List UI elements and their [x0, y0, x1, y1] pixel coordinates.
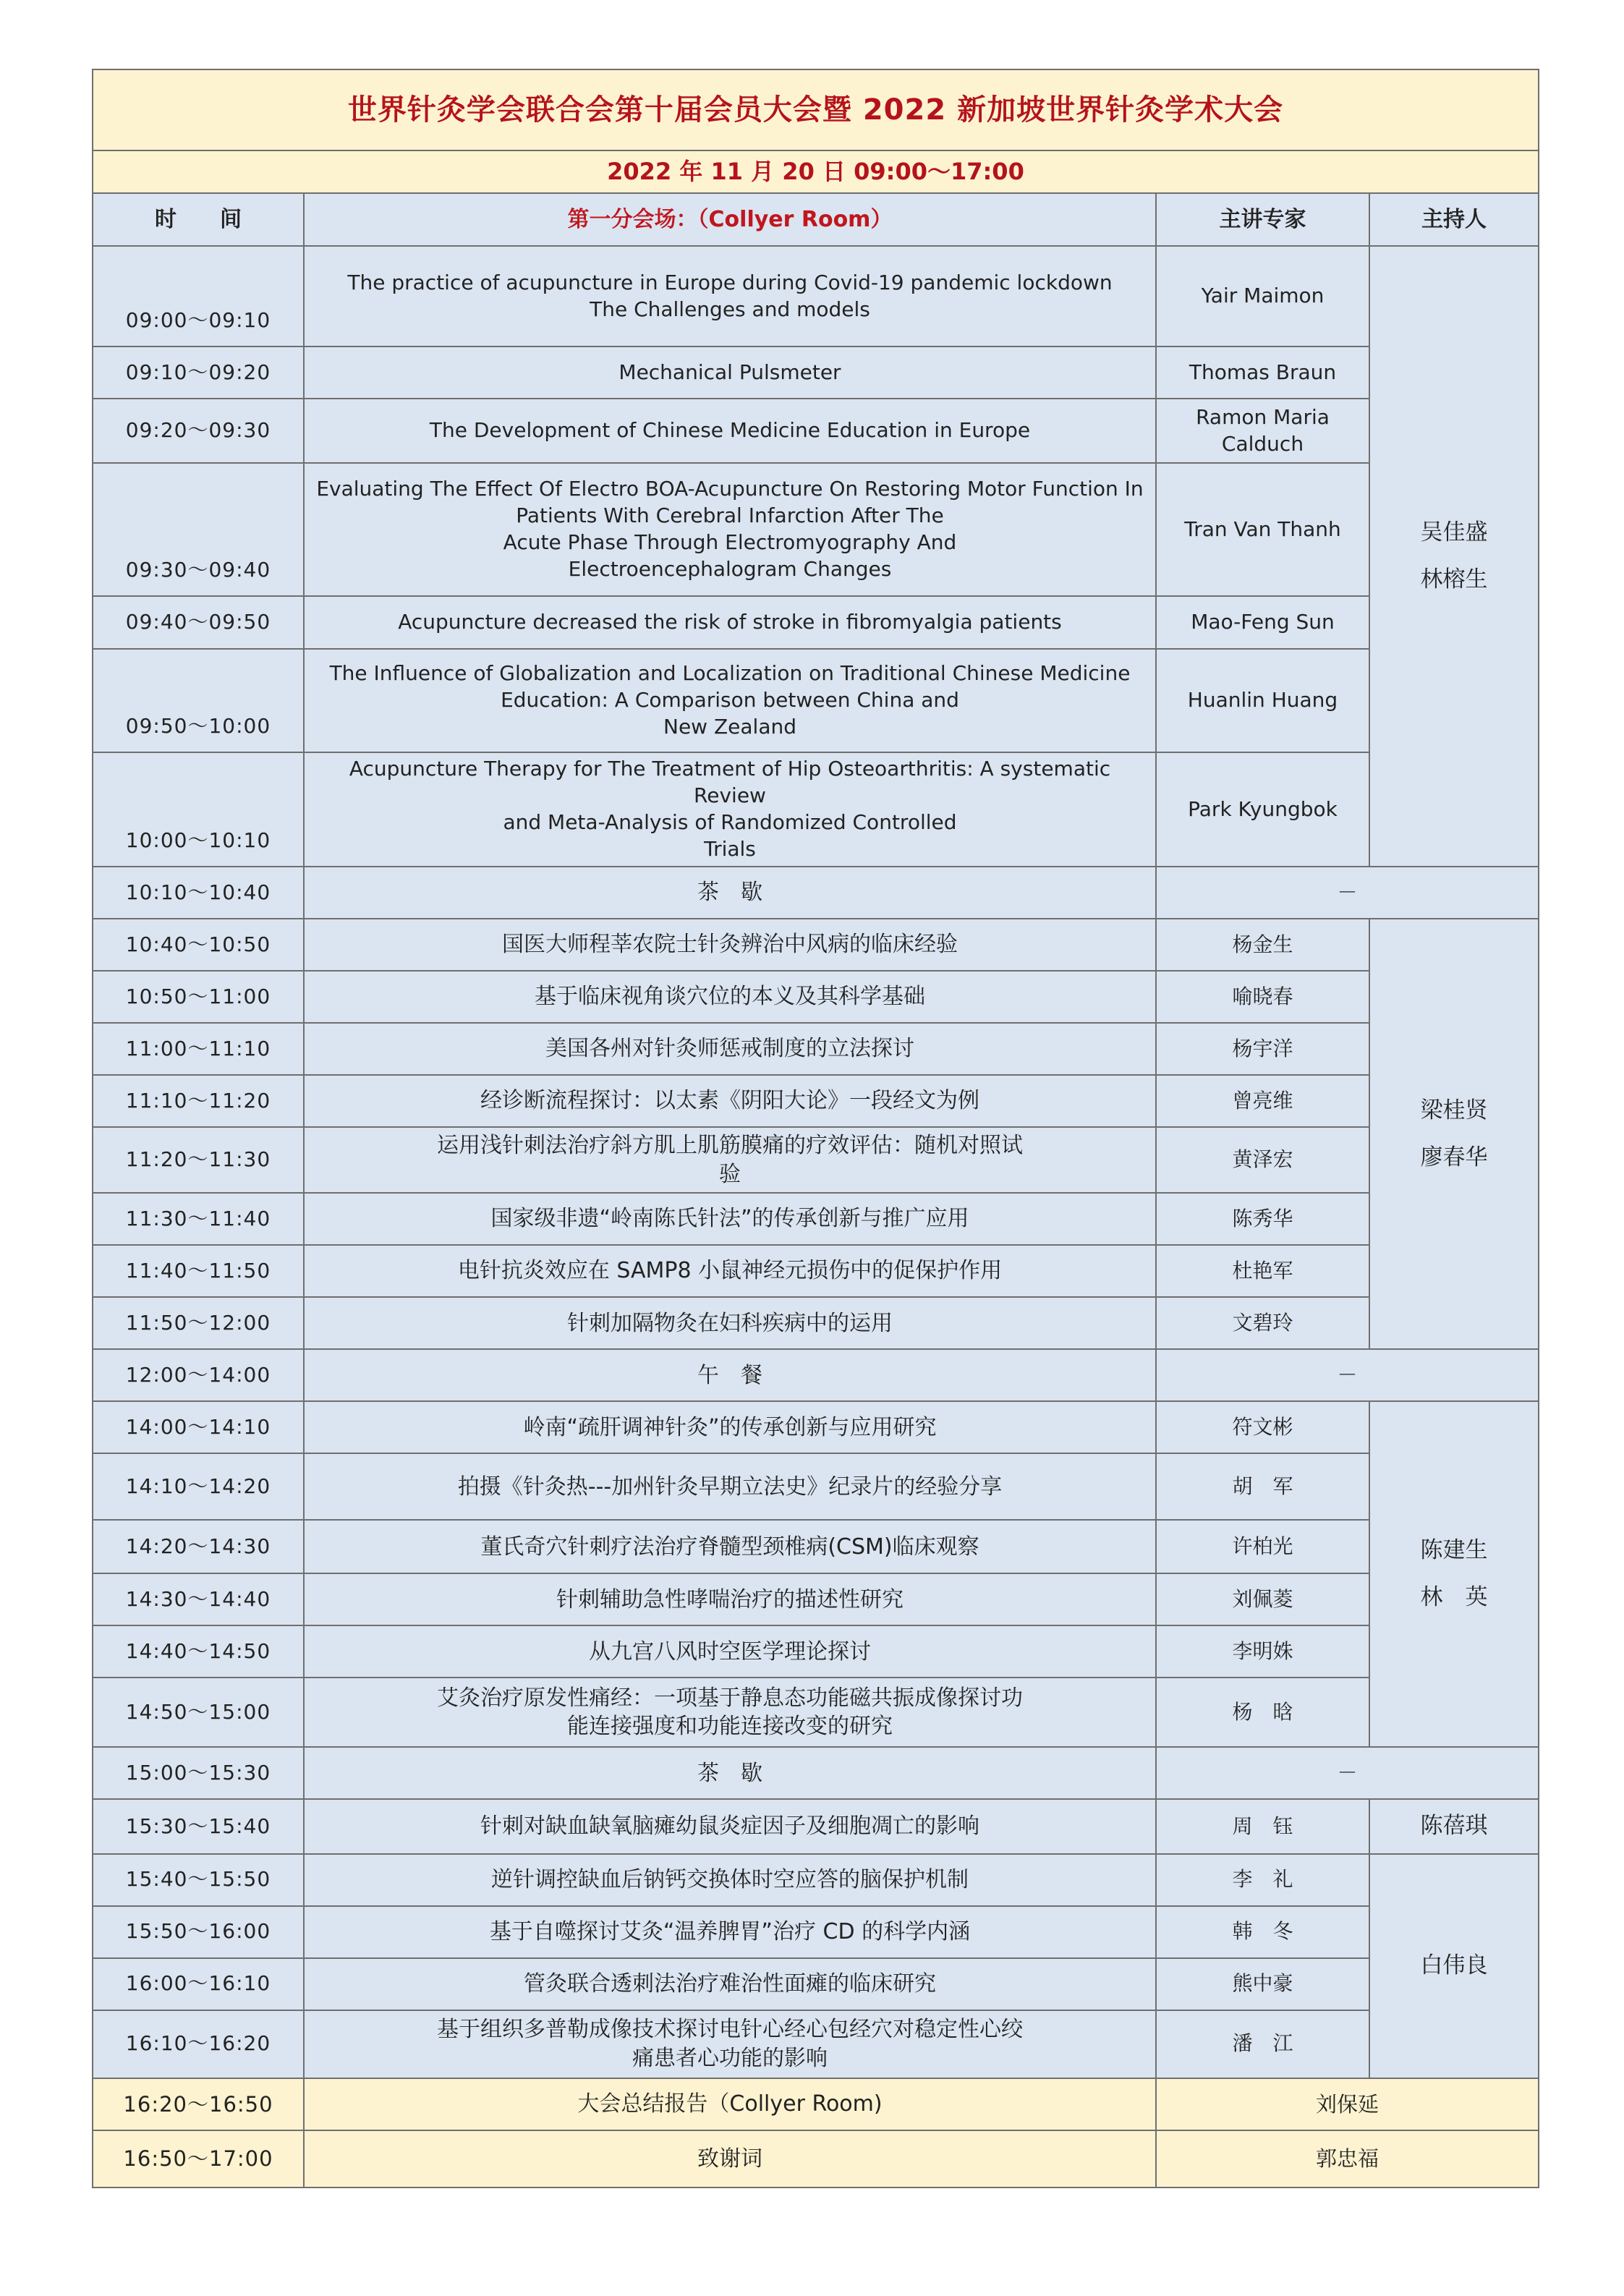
time-cell: 09:20～09:30 [93, 399, 304, 463]
time-cell: 10:10～10:40 [93, 867, 304, 919]
time-cell: 15:50～16:00 [93, 1906, 304, 1958]
host-name: 廖春华 [1420, 1144, 1488, 1170]
topic-line: 美国各州对针灸师惩戒制度的立法探讨 [545, 1036, 914, 1062]
time-cell: 12:00～14:00 [93, 1349, 304, 1401]
speaker-cell: 杨金生 [1156, 919, 1369, 971]
schedule-row [93, 399, 1539, 463]
schedule-row [93, 246, 1539, 346]
topic-line: Education: A Comparison between China and [501, 688, 959, 713]
speaker-cell: 韩 冬 [1156, 1906, 1369, 1958]
topic-line: 痛患者心功能的影响 [632, 2045, 828, 2071]
speaker-cell: 李 礼 [1156, 1854, 1369, 1906]
topic-cell [304, 596, 1156, 649]
topic-line: 董氏奇穴针刺疗法治疗脊髓型颈椎病(CSM)临床观察 [480, 1534, 979, 1560]
schedule-row [93, 1520, 1539, 1573]
topic-cell [304, 1854, 1156, 1906]
topic-cell [304, 1193, 1156, 1245]
speaker-cell: 文碧玲 [1156, 1297, 1369, 1349]
time-cell: 14:50～15:00 [93, 1678, 304, 1747]
time-cell: 14:40～14:50 [93, 1625, 304, 1678]
topic-cell [304, 399, 1156, 463]
topic-line: 国家级非遗“岭南陈氏针法”的传承创新与推广应用 [490, 1206, 969, 1232]
schedule-row [93, 1075, 1539, 1127]
topic-cell [304, 1520, 1156, 1573]
time-cell: 11:50～12:00 [93, 1297, 304, 1349]
speaker-cell: 潘 江 [1156, 2010, 1369, 2078]
schedule-row [93, 1297, 1539, 1349]
speaker-cell: 刘保延 [1156, 2078, 1539, 2130]
topic-cell [304, 1297, 1156, 1349]
host-name: 林榕生 [1420, 566, 1488, 593]
time-cell: 10:00～10:10 [93, 752, 304, 867]
schedule-row [93, 1023, 1539, 1075]
host-cell [1369, 1799, 1539, 1853]
time-cell: 14:30～14:40 [93, 1573, 304, 1625]
topic-line: 运用浅针刺法治疗斜方肌上肌筋膜痛的疗效评估：随机对照试 [437, 1133, 1023, 1159]
time-cell: 10:50～11:00 [93, 971, 304, 1023]
topic-cell [304, 867, 1156, 919]
schedule-row [93, 1799, 1539, 1853]
time-cell: 14:20～14:30 [93, 1520, 304, 1573]
time-cell: 16:00～16:10 [93, 1958, 304, 2010]
topic-line: 岭南“疏肝调神针灸”的传承创新与应用研究 [523, 1414, 937, 1440]
speaker-cell: 喻晓春 [1156, 971, 1369, 1023]
speaker-cell: 李明姝 [1156, 1625, 1369, 1678]
topic-cell [304, 1958, 1156, 2010]
topic-cell [304, 752, 1156, 867]
topic-line: 午 餐 [697, 1362, 762, 1388]
host-name: 梁桂贤 [1420, 1097, 1488, 1123]
topic-cell [304, 2010, 1156, 2078]
topic-cell [304, 1075, 1156, 1127]
schedule-row [93, 1906, 1539, 1958]
speaker-cell: － [1156, 1747, 1539, 1799]
topic-cell [304, 246, 1156, 346]
topic-line: 针刺辅助急性哮喘治疗的描述性研究 [556, 1586, 904, 1612]
time-cell: 09:10～09:20 [93, 346, 304, 399]
speaker-cell: 熊中豪 [1156, 1958, 1369, 2010]
time-cell: 09:30～09:40 [93, 463, 304, 596]
topic-line: Acupuncture Therapy for The Treatment of Hip Osteoarthritis: A systematic Review [349, 757, 1111, 808]
topic-line: 管灸联合透刺法治疗难治性面瘫的临床研究 [524, 1970, 936, 1997]
time-cell: 09:50～10:00 [93, 649, 304, 752]
topic-line: 艾灸治疗原发性痛经：一项基于静息态功能磁共振成像探讨功 [437, 1685, 1023, 1711]
topic-cell [304, 2078, 1156, 2130]
topic-line: 电针抗炎效应在 SAMP8 小鼠神经元损伤中的促保护作用 [457, 1258, 1003, 1284]
speaker-cell: － [1156, 867, 1539, 919]
topic-line: 从九宫八风时空医学理论探讨 [589, 1638, 871, 1664]
host-cell [1369, 1854, 1539, 2078]
speaker-cell: 符文彬 [1156, 1401, 1369, 1453]
schedule-row [93, 1958, 1539, 2010]
schedule-row [93, 1625, 1539, 1678]
time-cell: 11:10～11:20 [93, 1075, 304, 1127]
speaker-cell: Tran Van Thanh [1156, 463, 1369, 596]
host-name: 吴佳盛 [1420, 519, 1488, 546]
topic-cell [304, 1678, 1156, 1747]
topic-cell [304, 1625, 1156, 1678]
topic-line: Patients With Cerebral Infarction After The [516, 503, 944, 528]
host-name: 陈建生 [1420, 1537, 1488, 1564]
topic-line: 经诊断流程探讨：以太素《阴阳大论》一段经文为例 [480, 1088, 979, 1114]
topic-line: 茶 歇 [697, 1760, 762, 1786]
time-cell: 10:40～10:50 [93, 919, 304, 971]
speaker-cell: Ramon Maria Calduch [1156, 399, 1369, 463]
time-cell: 11:20～11:30 [93, 1127, 304, 1193]
topic-line: and Meta-Analysis of Randomized Controlled [503, 810, 957, 835]
topic-cell [304, 1023, 1156, 1075]
topic-line: 逆针调控缺血后钠钙交换体时空应答的脑保护机制 [491, 1866, 969, 1892]
topic-line: 致谢词 [697, 2146, 762, 2172]
time-cell: 16:50～17:00 [93, 2130, 304, 2187]
speaker-cell: 陈秀华 [1156, 1193, 1369, 1245]
schedule-row [93, 2078, 1539, 2130]
topic-cell [304, 1127, 1156, 1193]
topic-line: 能连接强度和功能连接改变的研究 [567, 1714, 893, 1740]
topic-cell [304, 1747, 1156, 1799]
topic-line: 验 [719, 1161, 741, 1187]
host-cell [1369, 246, 1539, 867]
topic-line: 国医大师程莘农院士针灸辨治中风病的临床经验 [502, 932, 958, 958]
speaker-cell: Yair Maimon [1156, 246, 1369, 346]
host-cell [1369, 919, 1539, 1349]
topic-cell [304, 1453, 1156, 1520]
host-cell [1369, 1401, 1539, 1747]
host-name: 白伟良 [1420, 1952, 1488, 1979]
topic-line: Electroencephalogram Changes [568, 557, 892, 582]
host-name: 林 英 [1420, 1584, 1488, 1611]
topic-cell [304, 971, 1156, 1023]
topic-cell [304, 463, 1156, 596]
topic-line: Acute Phase Through Electromyography And [503, 530, 957, 555]
topic-cell [304, 346, 1156, 399]
time-cell: 14:00～14:10 [93, 1401, 304, 1453]
topic-line: 拍摄《针灸热---加州针灸早期立法史》纪录片的经验分享 [457, 1474, 1003, 1500]
speaker-cell: Huanlin Huang [1156, 649, 1369, 752]
header-host: 主持人 [1369, 193, 1539, 246]
schedule-row [93, 346, 1539, 399]
topic-line: 基于临床视角谈穴位的本义及其科学基础 [535, 984, 925, 1010]
event-date: 2022 年 11 月 20 日 09:00～17:00 [93, 150, 1539, 193]
time-cell: 11:40～11:50 [93, 1245, 304, 1297]
speaker-cell: 杜艳军 [1156, 1245, 1369, 1297]
topic-cell [304, 1799, 1156, 1853]
speaker-cell: 杨 晗 [1156, 1678, 1369, 1747]
topic-line: 基于自噬探讨艾灸“温养脾胃”治疗 CD 的科学内涵 [489, 1918, 971, 1944]
schedule-table [92, 69, 1539, 2188]
topic-line: New Zealand [663, 715, 796, 739]
topic-cell [304, 919, 1156, 971]
topic-cell [304, 1245, 1156, 1297]
topic-line: 针刺加隔物灸在妇科疾病中的运用 [567, 1310, 893, 1336]
topic-line: The practice of acupuncture in Europe during Covid-19 pandemic lockdown [347, 270, 1113, 294]
speaker-cell: 周 钰 [1156, 1799, 1369, 1853]
schedule-row [93, 919, 1539, 971]
time-cell: 09:00～09:10 [93, 246, 304, 346]
topic-line: Acupuncture decreased the risk of stroke in fibromyalgia patients [398, 610, 1062, 634]
schedule-row [93, 463, 1539, 596]
speaker-cell: 刘佩菱 [1156, 1573, 1369, 1625]
time-cell: 16:10～16:20 [93, 2010, 304, 2078]
schedule-row [93, 1854, 1539, 1906]
topic-line: Evaluating The Effect Of Electro BOA-Acupuncture On Restoring Motor Function In [316, 477, 1144, 501]
header-row [93, 193, 1539, 246]
schedule-row [93, 1747, 1539, 1799]
schedule-row [93, 1453, 1539, 1520]
schedule-row [93, 752, 1539, 867]
speaker-cell: Thomas Braun [1156, 346, 1369, 399]
topic-cell [304, 1349, 1156, 1401]
schedule-row [93, 1401, 1539, 1453]
header-time: 时 间 [93, 193, 304, 246]
topic-line: 针刺对缺血缺氧脑瘫幼鼠炎症因子及细胞凋亡的影响 [480, 1814, 979, 1840]
time-cell: 11:30～11:40 [93, 1193, 304, 1245]
schedule-row [93, 649, 1539, 752]
speaker-cell: 曾亮维 [1156, 1075, 1369, 1127]
speaker-cell: 黄泽宏 [1156, 1127, 1369, 1193]
speaker-cell: Mao-Feng Sun [1156, 596, 1369, 649]
topic-line: The Influence of Globalization and Localization on Traditional Chinese Medicine [329, 661, 1131, 686]
host-name: 陈蓓琪 [1420, 1813, 1488, 1840]
topic-line: Mechanical Pulsmeter [618, 360, 841, 384]
speaker-cell: 郭忠福 [1156, 2130, 1539, 2187]
speaker-cell: 杨宇洋 [1156, 1023, 1369, 1075]
speaker-cell: Park Kyungbok [1156, 752, 1369, 867]
page-title: 世界针灸学会联合会第十届会员大会暨 2022 新加坡世界针灸学术大会 [93, 69, 1539, 150]
time-cell: 11:00～11:10 [93, 1023, 304, 1075]
topic-line: Trials [704, 837, 756, 862]
time-cell: 15:00～15:30 [93, 1747, 304, 1799]
schedule-row [93, 596, 1539, 649]
time-cell: 15:30～15:40 [93, 1799, 304, 1853]
topic-line: 大会总结报告（Collyer Room) [577, 2091, 883, 2117]
schedule-row [93, 1193, 1539, 1245]
schedule-row [93, 867, 1539, 919]
time-cell: 15:40～15:50 [93, 1854, 304, 1906]
speaker-cell: － [1156, 1349, 1539, 1401]
schedule-row [93, 1573, 1539, 1625]
topic-cell [304, 1573, 1156, 1625]
header-venue: 第一分会场：（Collyer Room） [304, 193, 1156, 246]
topic-cell [304, 649, 1156, 752]
schedule-row [93, 1245, 1539, 1297]
schedule-row [93, 1349, 1539, 1401]
time-cell: 14:10～14:20 [93, 1453, 304, 1520]
topic-cell [304, 2130, 1156, 2187]
header-speaker: 主讲专家 [1156, 193, 1369, 246]
time-cell: 09:40～09:50 [93, 596, 304, 649]
topic-line: The Challenges and models [590, 297, 870, 321]
topic-line: 茶 歇 [697, 880, 762, 906]
time-cell: 16:20～16:50 [93, 2078, 304, 2130]
schedule-row [93, 2010, 1539, 2078]
schedule-row [93, 2130, 1539, 2187]
schedule-row [93, 1127, 1539, 1193]
schedule-row [93, 971, 1539, 1023]
speaker-cell: 许柏光 [1156, 1520, 1369, 1573]
topic-cell [304, 1401, 1156, 1453]
speaker-cell: 胡 军 [1156, 1453, 1369, 1520]
schedule-row [93, 1678, 1539, 1747]
topic-line: 基于组织多普勒成像技术探讨电针心经心包经穴对稳定性心绞 [437, 2017, 1023, 2043]
topic-line: The Development of Chinese Medicine Education in Europe [429, 418, 1031, 443]
topic-cell [304, 1906, 1156, 1958]
